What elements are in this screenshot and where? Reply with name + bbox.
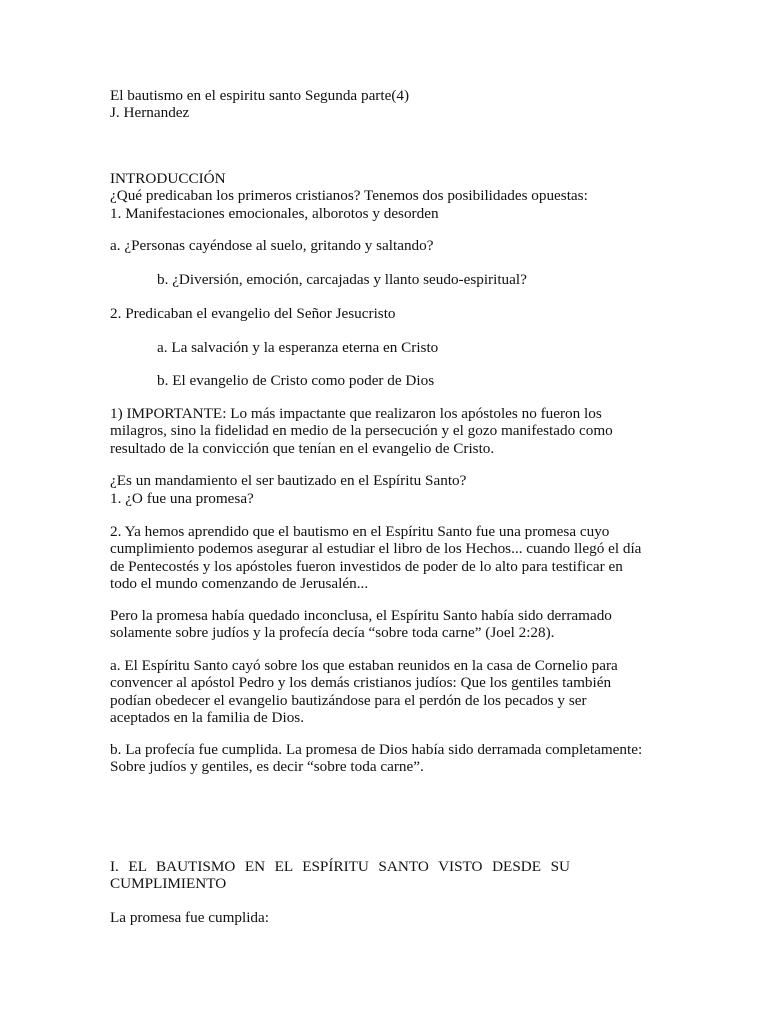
- list-item-1: 1. Manifestaciones emocionales, alborotos y desorden: [110, 205, 439, 222]
- learned-line-3: de Pentecostés y los apóstoles fueron investidos de poder de lo alto para testificar en: [110, 557, 623, 575]
- list-item-2: 2. Predicaban el evangelio del Señor Jesucristo: [110, 305, 396, 322]
- learned-paragraph: [110, 523, 660, 593]
- important-line-3: resultado de la convicción que tenían en el evangelio de Cristo.: [110, 439, 495, 457]
- cornelius-line-4: aceptados en la familia de Dios.: [110, 709, 304, 727]
- cornelius-line-1: a. El Espíritu Santo cayó sobre los que estaban reunidos en la casa de Cornelio para: [110, 657, 618, 674]
- incomplete-paragraph: [110, 607, 660, 642]
- document-author: J. Hernandez: [110, 104, 190, 121]
- closing-line: La promesa fue cumplida:: [110, 909, 269, 926]
- learned-line-4: todo el mundo comenzando de Jerusalén...: [110, 575, 369, 593]
- list-item-2b: b. El evangelio de Cristo como poder de Dios: [157, 372, 435, 389]
- commandment-question: ¿Es un mandamiento el ser bautizado en el Espíritu Santo?: [110, 472, 467, 489]
- incomplete-line-1: Pero la promesa había quedado inconclusa, el Espíritu Santo había sido derramado: [110, 607, 612, 624]
- fulfilled-line-2: Sobre judíos y gentiles, es decir “sobre toda carne”.: [110, 758, 424, 776]
- important-line-1: 1) IMPORTANTE: Lo más impactante que realizaron los apóstoles no fueron los: [110, 405, 602, 422]
- fulfilled-paragraph: [110, 741, 660, 776]
- learned-line-2: cumplimiento podemos asegurar al estudiar el libro de los Hechos... cuando llegó el día: [110, 540, 642, 558]
- list-item-1a: a. ¿Personas cayéndose al suelo, gritando y saltando?: [110, 237, 434, 254]
- document-page: [110, 0, 662, 1024]
- list-item-1b: b. ¿Diversión, emoción, carcajadas y llanto seudo-espiritual?: [157, 271, 527, 288]
- cornelius-paragraph: [110, 657, 660, 727]
- fulfilled-line-1: b. La profecía fue cumplida. La promesa de Dios había sido derramada completamente:: [110, 741, 643, 758]
- document-title: El bautismo en el espiritu santo Segunda parte(4): [110, 87, 410, 104]
- promise-question: 1. ¿O fue una promesa?: [110, 490, 254, 507]
- list-item-2a: a. La salvación y la esperanza eterna en Cristo: [157, 339, 439, 356]
- important-line-2: milagros, sino la fidelidad en medio de la persecución y el gozo manifestado como: [110, 422, 613, 440]
- section-heading-line-1: I. EL BAUTISMO EN EL ESPÍRITU SANTO VISTO DESDE SU: [110, 858, 570, 875]
- section-heading-line-2: CUMPLIMIENTO: [110, 875, 227, 892]
- intro-question: ¿Qué predicaban los primeros cristianos? Tenemos dos posibilidades opuestas:: [110, 187, 588, 204]
- important-paragraph: [110, 405, 660, 457]
- cornelius-line-3: podían obedecer el evangelio bautizándose para el perdón de los pecados y ser: [110, 691, 587, 709]
- intro-heading: INTRODUCCIÓN: [110, 170, 226, 187]
- learned-line-1: 2. Ya hemos aprendido que el bautismo en el Espíritu Santo fue una promesa cuyo: [110, 523, 610, 540]
- incomplete-line-2: solamente sobre judíos y la profecía decía “sobre toda carne” (Joel 2:28).: [110, 624, 555, 642]
- cornelius-line-2: convencer al apóstol Pedro y los demás cristianos judíos: Que los gentiles también: [110, 674, 612, 692]
